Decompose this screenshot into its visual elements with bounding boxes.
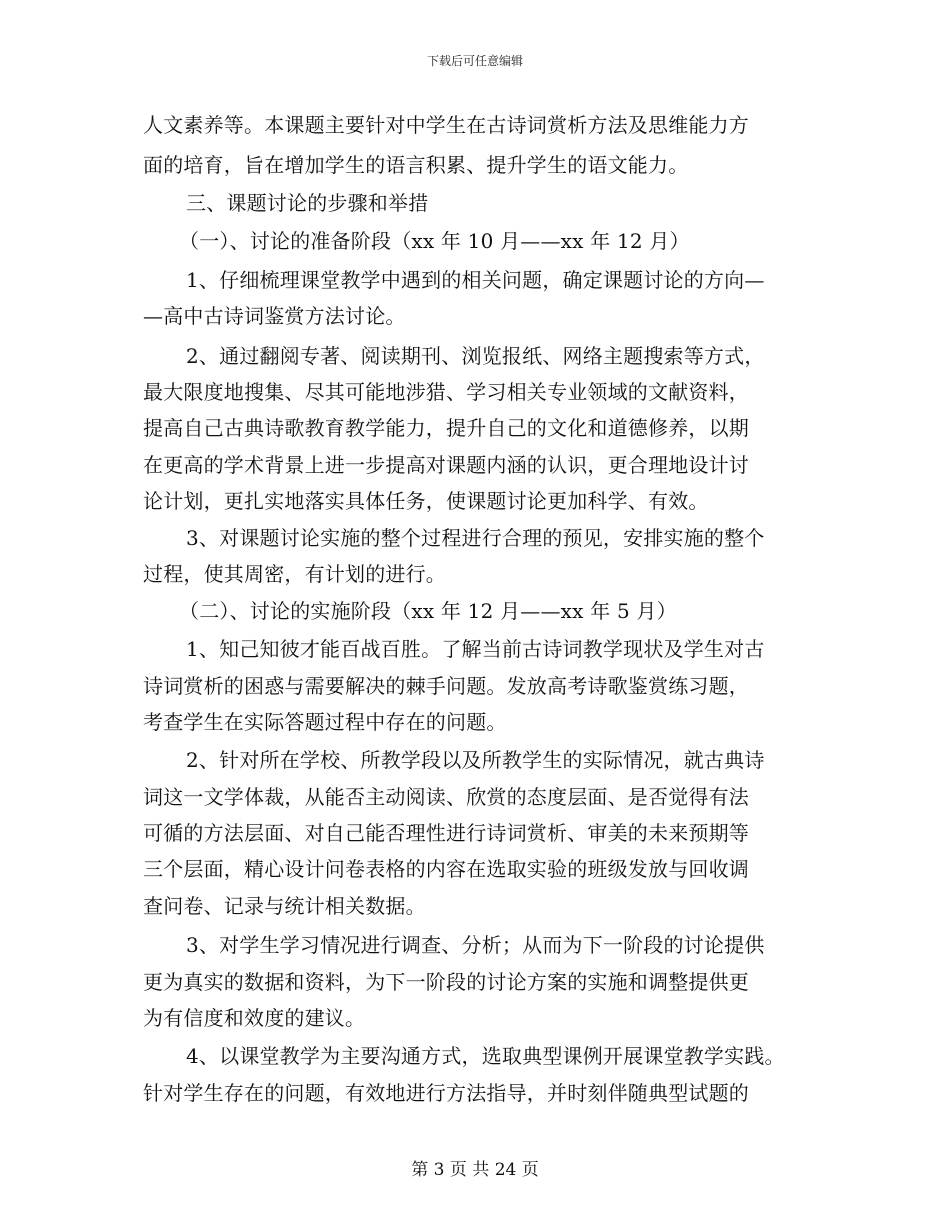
page-header: 下载后可任意编辑	[426, 54, 523, 68]
text-line: 在更高的学术背景上进一步提高对课题内涵的认识，更合理地设计讨	[143, 453, 749, 477]
text-line: 针对学生存在的问题，有效地进行方法指导，并时刻伴随典型试题的	[143, 1081, 749, 1105]
text-line: 2、通过翻阅专著、阅读期刊、浏览报纸、网络主题搜索等方式，	[186, 344, 765, 368]
text-line: 可循的方法层面、对自己能否理性进行诗词赏析、审美的未来预期等	[143, 821, 749, 845]
text-line: —高中古诗词鉴赏方法讨论。	[143, 304, 406, 328]
text-line: 1、仔细梳理课堂教学中遇到的相关问题，确定课题讨论的方向—	[186, 268, 765, 292]
text-line: 词这一文学体裁，从能否主动阅读、欣赏的态度层面、是否觉得有法	[143, 785, 749, 809]
subsection-heading: （二）、讨论的实施阶段（xx 年 12 月——xx 年 5 月）	[179, 599, 677, 623]
text-line: 三个层面，精心设计问卷表格的内容在选取实验的班级发放与回收调	[143, 857, 749, 881]
text-line: 最大限度地搜集、尽其可能地涉猎、学习相关专业领域的文献资料，	[143, 380, 749, 404]
text-line: 为有信度和效度的建议。	[143, 1006, 366, 1030]
subsection-heading: （一）、讨论的准备阶段（xx 年 10 月——xx 年 12 月）	[179, 229, 690, 253]
text-line: 论计划，更扎实地落实具体任务，使课题讨论更加科学、有效。	[143, 489, 709, 513]
text-line: 更为真实的数据和资料，为下一阶段的讨论方案的实施和调整提供更	[143, 970, 749, 994]
text-line: 2、针对所在学校、所教学段以及所教学生的实际情况，就古典诗	[186, 748, 765, 772]
text-line: 考查学生在实际答题过程中存在的问题。	[143, 710, 507, 734]
text-line: 1、知己知彼才能百战百胜。了解当前古诗词教学现状及学生对古	[186, 637, 765, 661]
text-line: 3、对学生学习情况进行调查、分析；从而为下一阶段的讨论提供	[186, 933, 765, 957]
text-line: 人文素养等。本课题主要针对中学生在古诗词赏析方法及思维能力方	[143, 113, 749, 137]
text-line: 面的培育，旨在增加学生的语言积累、提升学生的语文能力。	[143, 153, 689, 177]
text-line: 3、对课题讨论实施的整个过程进行合理的预见，安排实施的整个	[186, 526, 765, 550]
text-line: 诗词赏析的困惑与需要解决的棘手问题。发放高考诗歌鉴赏练习题，	[143, 674, 749, 698]
page-number: 第 3 页 共 24 页	[411, 1160, 539, 1180]
text-line: 4、以课堂教学为主要沟通方式，选取典型课例开展课堂教学实践。	[186, 1044, 785, 1068]
text-line: 提高自己古典诗歌教育教学能力，提升自己的文化和道德修养，以期	[143, 416, 749, 440]
section-heading: 三、课题讨论的步骤和举措	[186, 191, 429, 215]
text-line: 过程，使其周密，有计划的进行。	[143, 562, 446, 586]
text-line: 查问卷、记录与统计相关数据。	[143, 894, 426, 918]
